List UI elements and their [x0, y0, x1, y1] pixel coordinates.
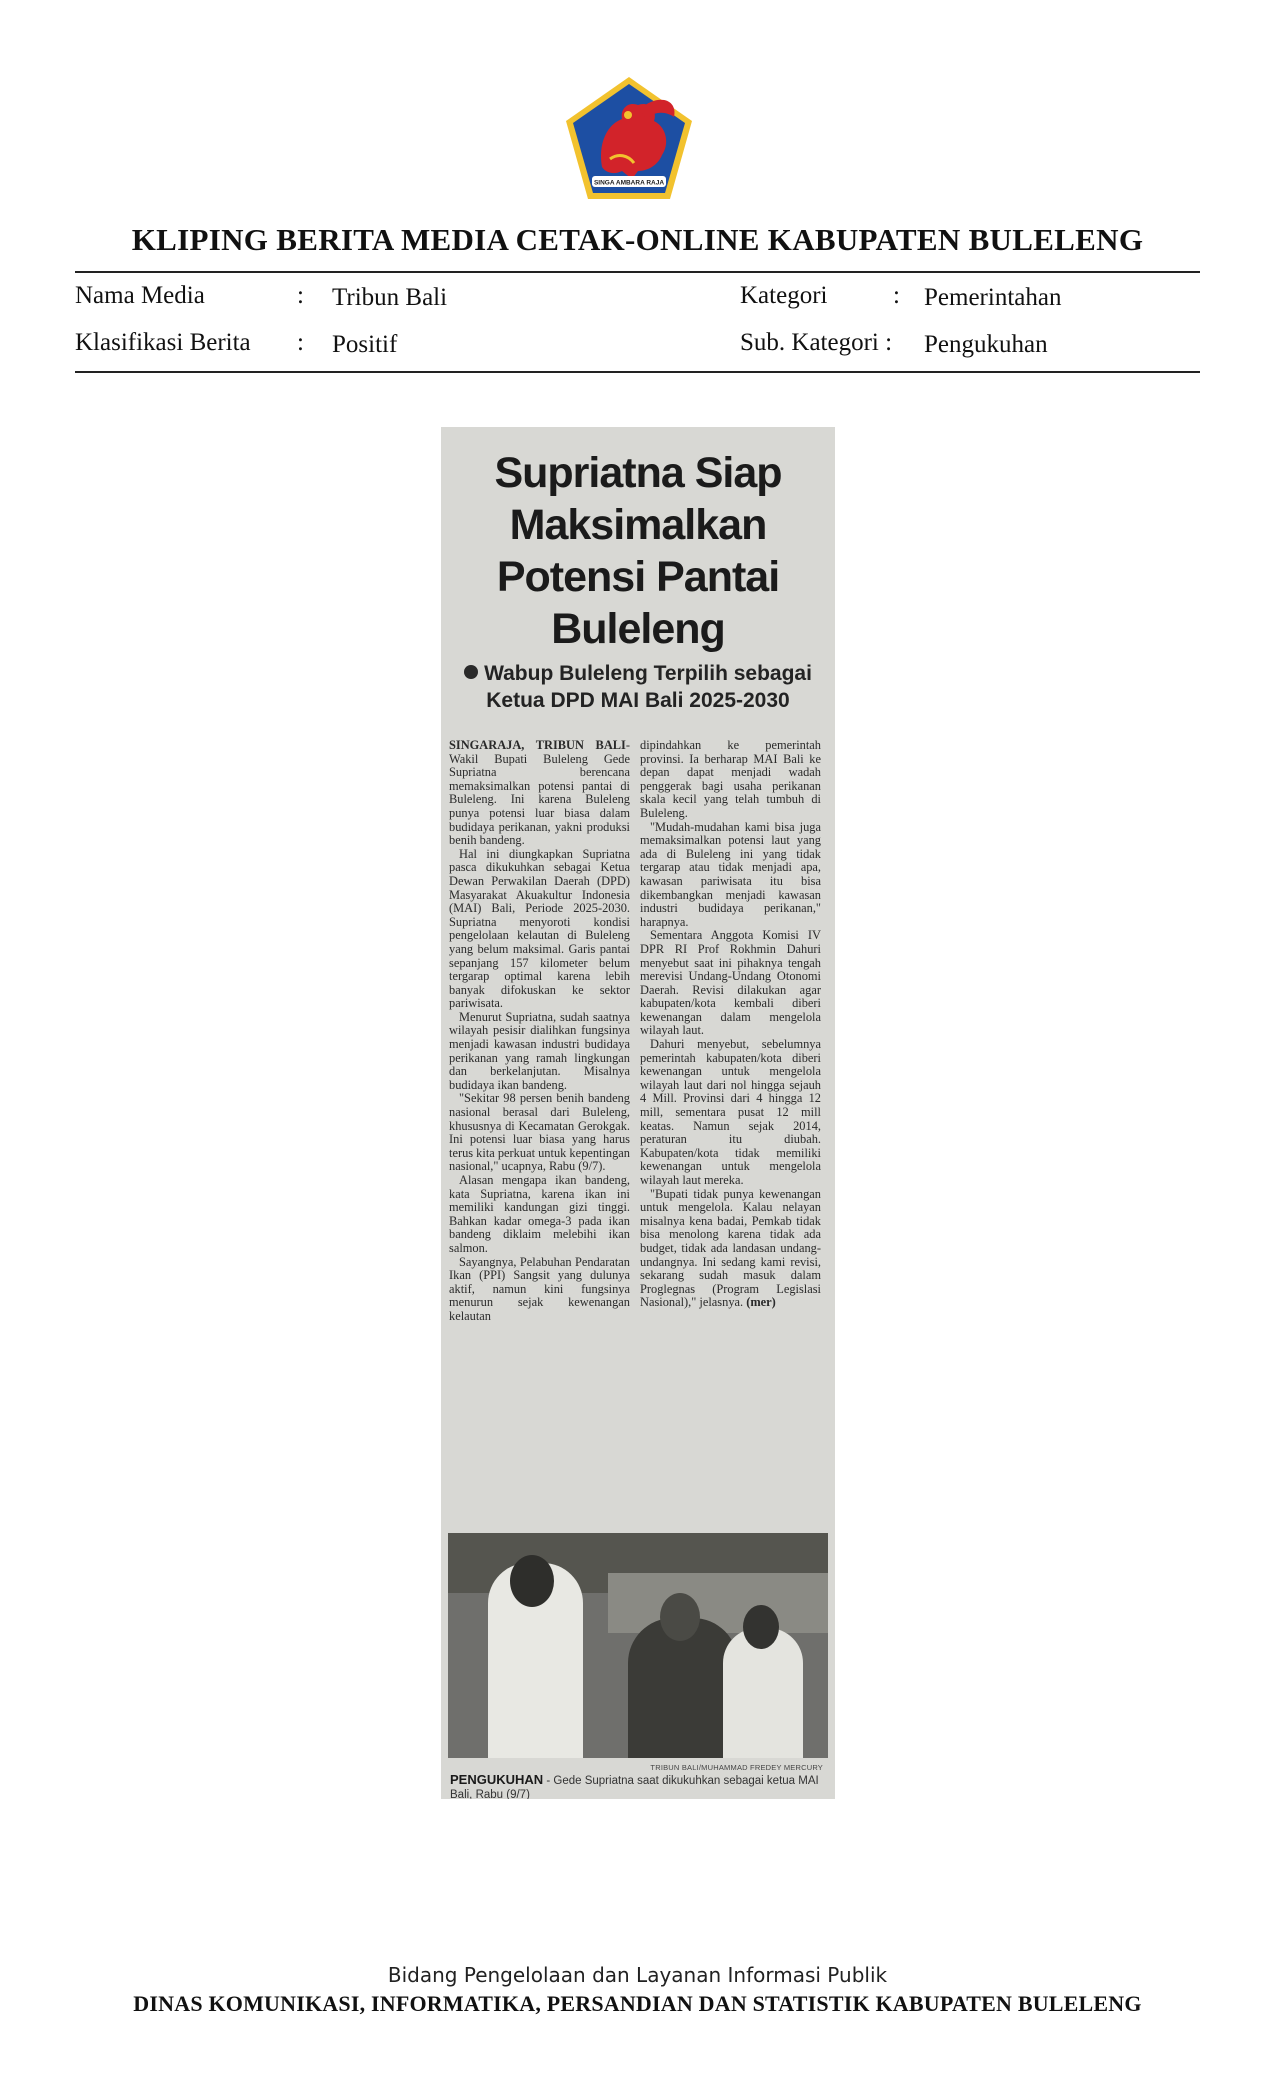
media-label: Nama Media — [75, 282, 205, 309]
article-dateline: SINGARAJA, TRIBUN BALI — [449, 738, 626, 752]
headline-line: Buleleng — [551, 605, 725, 653]
paragraph-text: - Wakil Bupati Buleleng Gede Supriatna berencana memaksimalkan potensi pantai di Buleleng. Ini karena Buleleng punya potensi luar biasa dalam budidaya perikanan, yakni produksi benih bandeng. — [449, 738, 630, 848]
header-divider-top — [75, 271, 1200, 273]
headline-line: Supriatna Siap — [494, 449, 782, 497]
media-separator: : — [297, 282, 304, 309]
article-paragraph: Hal ini diungkapkan Supriatna pasca dikukuhkan sebagai Ketua Dewan Perwakilan Daerah (DPD) Masyarakat Akuakultur Indonesia (MAI) Bali, Periode 2025-2030. Supriatna menyoroti kondisi pengelolaan kelautan di Buleleng yang belum maksimal. Garis pantai sepanjang 157 kilometer belum tergarap optimal karena lebih banyak difokuskan ke sektor pariwisata. — [449, 846, 630, 1011]
kabupaten-buleleng-logo — [562, 75, 696, 203]
footer-agency: DINAS KOMUNIKASI, INFORMATIKA, PERSANDIAN DAN STATISTIK KABUPATEN BULELENG — [133, 1991, 1142, 2016]
singa-ambara-raja-emblem-icon — [562, 75, 696, 203]
photo-credit: TRIBUN BALI/MUHAMMAD FREDEY MERCURY — [650, 1763, 823, 1772]
kategori-value: Pemerintahan — [924, 284, 1062, 311]
logo-motto: SINGA AMBARA RAJA — [593, 179, 665, 187]
klasifikasi-separator: : — [297, 329, 304, 356]
kategori-label: Kategori — [740, 282, 828, 309]
subkategori-label: Sub. Kategori : — [740, 329, 893, 356]
author-signature: (mer) — [746, 1295, 776, 1310]
klasifikasi-label: Klasifikasi Berita — [75, 329, 251, 356]
article-photo — [448, 1533, 828, 1758]
photo-caption — [450, 1773, 828, 1799]
header-divider-bottom — [75, 371, 1200, 373]
headline-line: Potensi Pantai — [496, 553, 780, 601]
article-paragraph: Menurut Supriatna, sudah saatnya wilayah pesisir dialihkan fungsinya menjadi kawasan industri budidaya perikanan yang ramah lingkungan dan berkelanjutan. Misalnya budidaya ikan bandeng. — [449, 1009, 630, 1092]
footer-division: Bidang Pengelolaan dan Layanan Informasi Publik — [387, 1963, 888, 1987]
article-paragraph — [449, 739, 630, 848]
article-subheadline — [453, 660, 823, 714]
article-column-1 — [449, 739, 630, 1324]
article-paragraph: Sayangnya, Pelabuhan Pendaratan Ikan (PPI) Sangsit yang dulunya aktif, namun kini fungsinya menurun sejak kewenangan kelautan — [449, 1254, 630, 1323]
article-paragraph: "Mudah-mudahan kami bisa juga memaksimalkan potensi laut yang ada di Buleleng ini yang tidak tergarap atau tidak menjadi apa, kawasan pariwisata itu bisa dikembangkan menjadi kawasan industri budidaya perikanan," harapnya. — [640, 819, 821, 929]
article-paragraph: Dahuri menyebut, sebelumnya pemerintah kabupaten/kota diberi kewenangan untuk mengelola wilayah laut dari nol hingga sejauh 4 Mill. Provinsi dari 4 hingga 12 mill, sementara pusat 12 mill keatas. Namun sejak 2014, peraturan itu diubah. Kabupaten/kota tidak memiliki kewenangan untuk mengelola wilayah laut mereka. — [640, 1037, 821, 1187]
kategori-separator: : — [893, 282, 900, 309]
article-paragraph: Alasan mengapa ikan bandeng, kata Supriatna, karena ikan ini memiliki kandungan gizi tinggi. Bahkan kadar omega-3 pada ikan bandeng diklaim melebihi ikan salmon. — [449, 1173, 630, 1255]
headline-line: Maksimalkan — [509, 501, 767, 549]
article-headline — [441, 447, 835, 655]
document-title: KLIPING BERITA MEDIA CETAK-ONLINE KABUPATEN BULELENG — [131, 222, 1144, 257]
caption-heading: PENGUKUHAN — [450, 1772, 544, 1787]
article-paragraph: "Sekitar 98 persen benih bandeng nasional berasal dari Buleleng, khususnya di Kecamatan Gerokgak. Ini potensi luar biasa yang harus terus kita perkuat untuk kepentingan nasional," ucapnya, Rabu (9/7). — [449, 1091, 630, 1174]
media-value: Tribun Bali — [332, 284, 448, 311]
newspaper-clipping — [441, 427, 835, 1799]
caption-text: - Gede Supriatna saat dikukuhkan sebagai ketua MAI Bali, Rabu (9/7) — [450, 1775, 819, 1799]
article-column-2 — [640, 739, 821, 1310]
subkategori-value: Pengukuhan — [924, 331, 1048, 358]
article-paragraph: dipindahkan ke pemerintah provinsi. Ia berharap MAI Bali ke depan dapat menjadi wadah penggerak bagi usaha perikanan skala kecil yang telah tumbuh di Buleleng. — [640, 738, 821, 820]
subheadline-text: Wabup Buleleng Terpilih sebagai Ketua DPD MAI Bali 2025-2030 — [484, 662, 812, 712]
klasifikasi-value: Positif — [332, 331, 398, 358]
paragraph-text: "Bupati tidak punya kewenangan untuk mengelola. Kalau nelayan misalnya kena badai, Pemkab tidak bisa menolong karena tidak ada budget, tidak ada landasan undang-undangnya. Ini sedang kami revisi, sekarang sudah masuk dalam Proglegnas (Program Legislasi Nasional)," jelasnya. — [640, 1186, 821, 1310]
bullet-dot-icon — [464, 665, 478, 679]
article-paragraph: Sementara Anggota Komisi IV DPR RI Prof Rokhmin Dahuri menyebut saat ini pihaknya tengah merevisi Undang-Undang Otonomi Daerah. Revisi dilakukan agar kabupaten/kota kembali diberi kewenangan dalam mengelola wilayah laut. — [640, 928, 821, 1038]
article-paragraph — [640, 1188, 821, 1310]
